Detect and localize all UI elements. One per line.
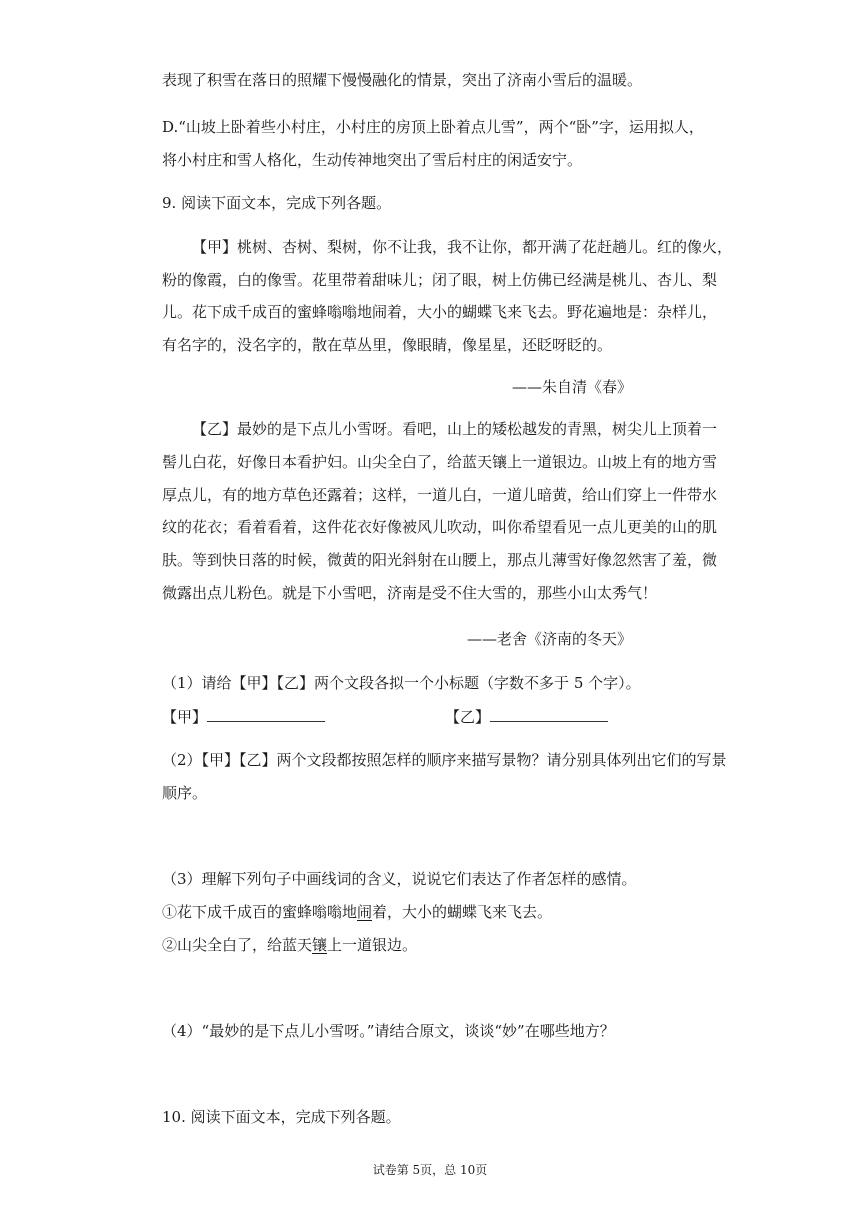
passage-yi-source: ——老舍《济南的冬天》 [466, 630, 632, 648]
text-line: 表现了积雪在落日的照耀下慢慢融化的情景，突出了济南小雪后的温暖。 [162, 71, 643, 89]
passage-yi-line: 微露出点儿粉色。就是下小雪吧，济南是受不住大雪的，那些小山太秀气！ [162, 584, 658, 602]
passage-jia-line: 儿。花下成千成百的蜜蜂嗡嗡地闹着，大小的蝴蝶飞来飞去。野花遍地是：杂样儿， [162, 303, 718, 321]
passage-jia-line: 有名字的，没名字的，散在草丛里，像眼睛，像星星，还眨呀眨的。 [162, 336, 613, 354]
option-d-line-1: D.“山坡上卧着些小村庄，小村庄的房顶上卧着点儿雪”，两个“卧”字，运用拟人， [162, 118, 704, 136]
passage-jia-line: 粉的像霞，白的像雪。花里带着甜味儿；闭了眼，树上仿佛已经满是桃儿、杏儿、梨 [162, 271, 718, 289]
subquestion-2-line-1: （2）【甲】【乙】两个文段都按照怎样的顺序来描写景物？请分别具体列出它们的写景 [162, 751, 727, 769]
sentence-1 [162, 902, 552, 922]
answer-label-yi: 【乙】 [445, 708, 491, 726]
sentence-1-part: ①花下成千成百的蜜蜂嗡嗡地 [162, 903, 358, 921]
passage-jia-line: 【甲】桃树、杏树、梨树，你不让我，我不让你，都开满了花赶趟儿。红的像火， [192, 238, 733, 256]
subquestion-2-line-2: 顺序。 [162, 784, 208, 802]
sentence-2-part: ②山尖全白了，给蓝天 [162, 936, 313, 954]
underlined-word-nao: 闹 [357, 903, 373, 921]
underlined-word-xiang: 镶 [312, 936, 328, 954]
answer-label-jia: 【甲】 [162, 708, 208, 726]
passage-yi-line: 厚点儿，有的地方草色还露着；这样，一道儿白，一道儿暗黄，给山们穿上一件带水 [162, 486, 718, 504]
answer-row-yi [445, 707, 608, 727]
question-9-heading: 9. 阅读下面文本，完成下列各题。 [162, 194, 392, 212]
answer-blank-jia[interactable] [207, 707, 325, 722]
sentence-1-part: 着，大小的蝴蝶飞来飞去。 [372, 903, 553, 921]
passage-yi-line: 纹的花衣；看着看着，这件花衣好像被风儿吹动，叫你希望看见一点儿更美的山的肌 [162, 518, 718, 536]
subquestion-3: （3）理解下列句子中画线词的含义，说说它们表达了作者怎样的感情。 [162, 870, 637, 888]
answer-blank-yi[interactable] [490, 707, 608, 722]
passage-yi-line: 肤。等到快日落的时候，微黄的阳光斜射在山腰上，那点儿薄雪好像忽然害了羞，微 [162, 551, 718, 569]
passage-yi-line: 髻儿白花，好像日本看护妇。山尖全白了，给蓝天镶上一道银边。山坡上有的地方雪 [162, 453, 718, 471]
page-footer: 试卷第 5页，总 10页 [372, 1163, 488, 1177]
subquestion-1: （1）请给【甲】【乙】两个文段各拟一个小标题（字数不多于 5 个字）。 [162, 674, 641, 692]
passage-jia-source: ——朱自清《春》 [511, 378, 632, 396]
sentence-2 [162, 935, 417, 955]
option-d-line-2: 将小村庄和雪人格化，生动传神地突出了雪后村庄的闲适安宁。 [162, 151, 583, 169]
sentence-2-part: 上一道银边。 [327, 936, 418, 954]
passage-yi-line: 【乙】最妙的是下点儿小雪呀。看吧，山上的矮松越发的青黑，树尖儿上顶着一 [192, 420, 718, 438]
question-10-heading: 10. 阅读下面文本，完成下列各题。 [162, 1108, 401, 1126]
subquestion-4: （4）“最妙的是下点儿小雪呀。”请结合原文，谈谈“妙”在哪些地方？ [162, 1022, 615, 1040]
answer-row-jia [162, 707, 325, 727]
